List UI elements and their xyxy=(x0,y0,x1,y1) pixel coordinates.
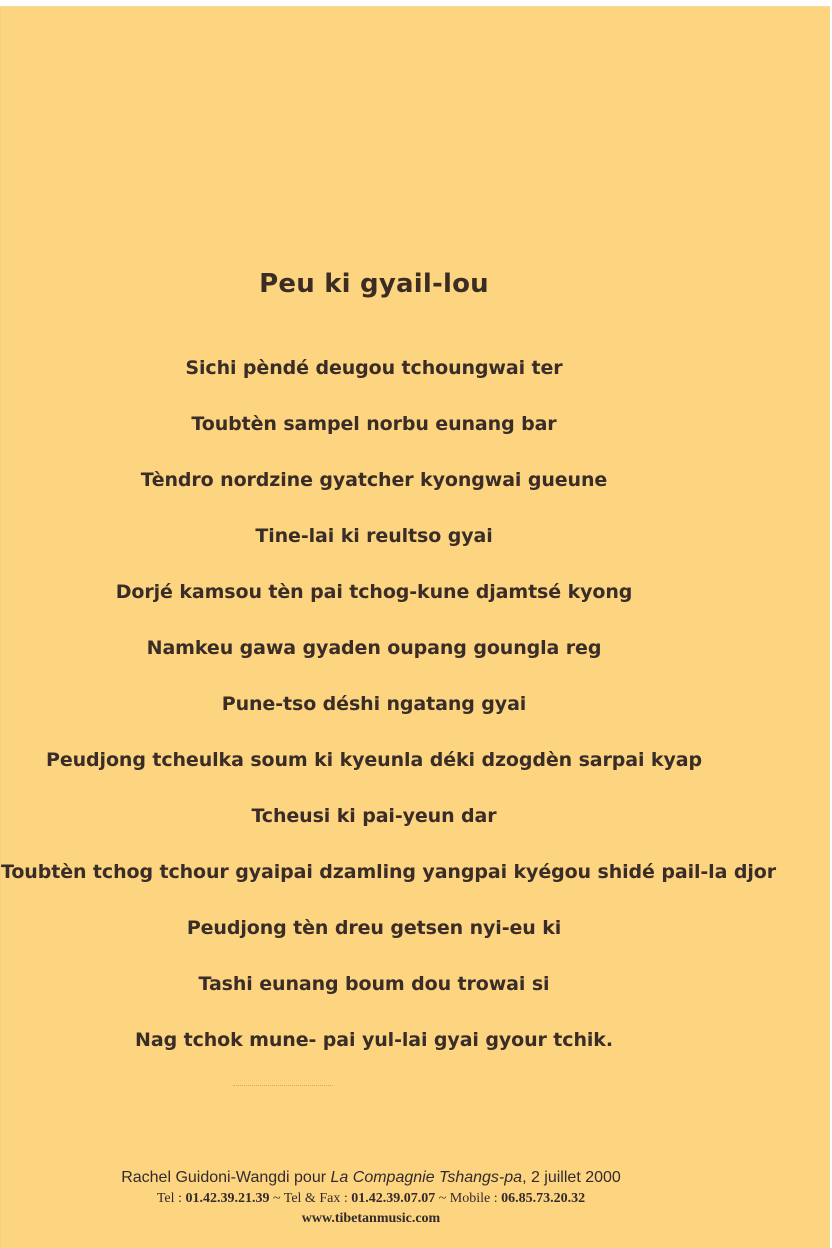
footer-author-line xyxy=(1,1167,741,1189)
document-page xyxy=(0,6,830,1248)
dotted-divider xyxy=(233,1085,333,1088)
tel-number: 01.42.39.21.39 xyxy=(185,1191,270,1206)
footer-author: Rachel Guidoni-Wangdi pour xyxy=(121,1169,327,1186)
poem-line: Tèndro nordzine gyatcher kyongwai gueune xyxy=(140,469,608,491)
footer-contact-line xyxy=(1,1189,741,1209)
footer-company: La Compagnie Tshangs-pa xyxy=(330,1169,523,1186)
poem-line: Tine-lai ki reultso gyai xyxy=(255,525,493,547)
fax-label: ~ Tel & Fax : xyxy=(269,1191,352,1206)
poem-title: Peu ki gyail-lou xyxy=(259,269,489,299)
poem-line: Nag tchok mune- pai yul-lai gyai gyour tchik. xyxy=(135,1029,613,1051)
footer-date: , 2 juillet 2000 xyxy=(522,1169,621,1186)
poem-line: Toubtèn tchog tchour gyaipai dzamling yangpai kyégou shidé pail-la djor xyxy=(1,861,776,883)
poem-line: Peudjong tèn dreu getsen nyi-eu ki xyxy=(186,917,562,939)
tel-label: Tel : xyxy=(156,1191,186,1206)
poem-line: Namkeu gawa gyaden oupang goungla reg xyxy=(146,637,602,659)
poem-line: Tashi eunang boum dou trowai si xyxy=(198,973,550,995)
poem-line: Tcheusi ki pai-yeun dar xyxy=(251,805,497,827)
footer-credits xyxy=(1,1167,741,1229)
poem-line: Pune-tso déshi ngatang gyai xyxy=(221,693,527,715)
footer-website: www.tibetanmusic.com xyxy=(301,1211,441,1226)
poem-line: Sichi pèndé deugou tchoungwai ter xyxy=(185,357,563,379)
mobile-number: 06.85.73.20.32 xyxy=(501,1191,586,1206)
mobile-label: ~ Mobile : xyxy=(435,1191,502,1206)
poem-line: Dorjé kamsou tèn pai tchog-kune djamtsé kyong xyxy=(115,581,633,603)
fax-number: 01.42.39.07.07 xyxy=(351,1191,436,1206)
poem-line: Peudjong tcheulka soum ki kyeunla déki dzogdèn sarpai kyap xyxy=(46,749,702,771)
poem-lines xyxy=(1,353,776,1081)
poem-line: Toubtèn sampel norbu eunang bar xyxy=(191,413,557,435)
